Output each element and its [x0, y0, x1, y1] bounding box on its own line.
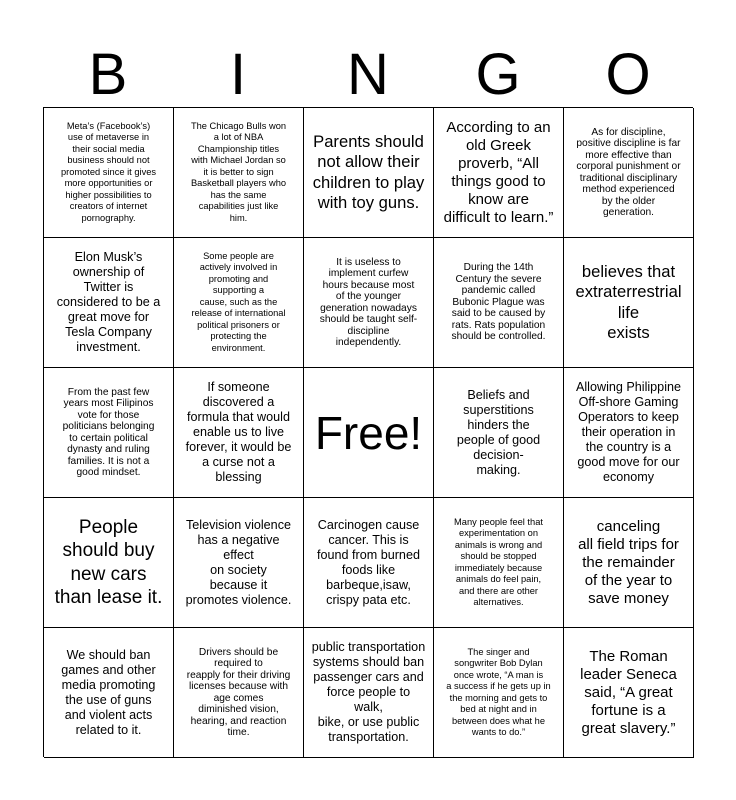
cell-text: The Chicago Bulls won a lot of NBA Championship titles with Michael Jordan so it is better to sign Basketball players who has the same capabilities just like him. [190, 120, 287, 223]
cell-text: Carcinogen cause cancer. This is found from burned foods like barbeque,isaw, crispy pata etc. [317, 517, 420, 607]
bingo-cell[interactable] [564, 498, 694, 628]
bingo-cell[interactable] [564, 628, 694, 758]
cell-text: During the 14th Century the severe pandemic called Bubonic Plague was said to be caused by rats. Rats population should be controlled. [451, 262, 546, 343]
cell-text: Allowing Philippine Off-shore Gaming Operators to keep their operation in the country is a good move for our economy [575, 380, 681, 484]
cell-text: Beliefs and superstitions hinders the people of good decision- making. [456, 387, 541, 477]
bingo-cell[interactable] [304, 108, 434, 238]
bingo-cell[interactable] [44, 498, 174, 628]
cell-text: The singer and songwriter Bob Dylan once wrote, “A man is a success if he gets up in the morning and gets to bed at night and in between does what he wants to do.” [446, 646, 551, 737]
cell-text: Television violence has a negative effect on society because it promotes violence. [185, 517, 292, 607]
bingo-cell[interactable] [174, 498, 304, 628]
cell-text: canceling all field trips for the remainder of the year to save money [578, 517, 679, 607]
bingo-cell[interactable] [434, 628, 564, 758]
cell-text: It is useless to implement curfew hours because most of the younger generation nowadays should be taught self- discipline independently. [319, 256, 418, 348]
cell-text: If someone discovered a formula that would enable us to live forever, it would be a curse not a blessing [185, 380, 292, 484]
bingo-cell[interactable] [304, 628, 434, 758]
free-space-label: Free! [314, 406, 423, 459]
cell-text: believes that extraterrestrial life exists [575, 261, 682, 342]
bingo-cell[interactable] [434, 108, 564, 238]
cell-text: According to an old Greek proverb, “All things good to know are difficult to learn.” [443, 118, 554, 226]
bingo-cell[interactable] [434, 238, 564, 368]
bingo-cell[interactable] [44, 108, 174, 238]
cell-text: From the past few years most Filipinos vote for those politicians belonging to certain political dynasty and ruling families. It is not a good mindset. [62, 386, 155, 478]
header-letter-n: N [347, 42, 389, 107]
bingo-cell[interactable] [434, 498, 564, 628]
cell-text: Parents should not allow their children to play with toy guns. [312, 131, 425, 212]
cell-text: As for discipline, positive discipline is far more effective than corporal punishment or traditional disciplinary method experienced by the older generation. [576, 126, 681, 218]
bingo-cell[interactable] [174, 108, 304, 238]
header-letter-g: G [475, 42, 521, 107]
bingo-cell[interactable] [304, 498, 434, 628]
cell-text: People should buy new cars than lease it. [54, 516, 163, 608]
bingo-cell[interactable] [564, 108, 694, 238]
cell-text: Meta’s (Facebook’s) use of metaverse in their social media business should not promoted since it gives more opportunities or higher possibilities to creators of internet pornography. [60, 120, 157, 223]
bingo-cell[interactable] [44, 368, 174, 498]
bingo-cell[interactable] [44, 238, 174, 368]
cell-text: Some people are actively involved in promoting and supporting a cause, such as the release of international political prisoners or protecting the environment. [191, 250, 286, 353]
bingo-cell[interactable] [174, 368, 304, 498]
cell-text: The Roman leader Seneca said, “A great fortune is a great slavery.” [580, 647, 677, 737]
header-letter-o: O [605, 42, 651, 107]
header-letter-i: I [229, 42, 247, 107]
bingo-cell[interactable] [44, 628, 174, 758]
cell-text: We should ban games and other media promoting the use of guns and violent acts related to it. [61, 647, 156, 737]
cell-text: Elon Musk’s ownership of Twitter is considered to be a great move for Tesla Company investment. [56, 250, 161, 354]
bingo-cell[interactable] [564, 368, 694, 498]
bingo-cell[interactable] [434, 368, 564, 498]
cell-text: Drivers should be required to reapply for their driving licenses because with age comes diminished vision, hearing, and reaction time. [186, 646, 291, 738]
bingo-cell[interactable] [174, 628, 304, 758]
bingo-cell[interactable] [174, 238, 304, 368]
cell-text: public transportation systems should ban passenger cars and force people to walk, bike, or use public transportation. [311, 640, 426, 744]
bingo-board [43, 107, 693, 757]
bingo-header [43, 40, 693, 110]
cell-text: Many people feel that experimentation on animals is wrong and should be stopped immediately because animals do feel pain, and there are other alternatives. [454, 516, 543, 607]
free-space-cell[interactable] [304, 368, 434, 498]
header-letter-b: B [88, 42, 128, 107]
bingo-cell[interactable] [564, 238, 694, 368]
bingo-cell[interactable] [304, 238, 434, 368]
